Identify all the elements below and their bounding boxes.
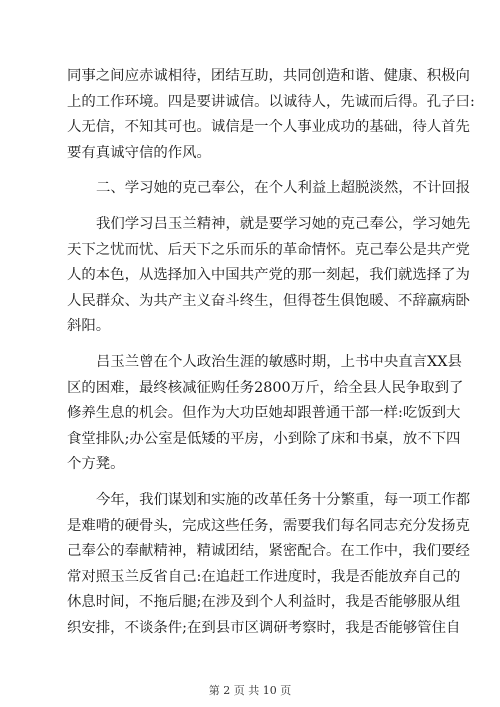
text-line: 食堂排队;办公室是低矮的平房，小到除了床和书桌，放不下四 <box>67 430 461 447</box>
text-line: 织安排，不谈条件;在到县市区调研考察时，我是否能够管住自 <box>67 619 461 636</box>
paragraph <box>67 64 475 166</box>
text-line: 今年，我们谋划和实施的改革任务十分繁重，每一项工作都 <box>96 491 471 508</box>
text-line: 个方凳。 <box>67 456 125 473</box>
text-line: 己奉公的奉献精神，精诚团结，紧密配合。在工作中，我们要经 <box>67 543 470 560</box>
text-line: 是难啃的硬骨头，完成这些任务，需要我们每名同志充分发扬克 <box>67 517 470 534</box>
paragraph <box>67 212 471 340</box>
text-line: 修养生息的机会。但作为大功臣她却跟普通干部一样:吃饭到大 <box>67 405 461 422</box>
text-line: 休息时间，不拖后腿;在涉及到个人利益时，我是否能够服从组 <box>67 594 461 611</box>
paragraph <box>67 350 464 478</box>
text-line: 吕玉兰曾在个人政治生涯的敏感时期，上书中央直言XX县 <box>96 353 462 370</box>
text-line: 人民群众、为共产主义奋斗终生，但得苍生俱饱暖、不辞羸病卧 <box>67 292 470 309</box>
text-line: 斜阳。 <box>67 318 111 335</box>
text-line: 常对照玉兰反省自己:在追赶工作进度时，我是否能放弃自己的 <box>67 568 461 585</box>
text-line: 区的困难，最终核减征购任务2800万斤，给全县人民争取到了 <box>67 379 464 396</box>
text-line: 人的本色，从选择加入中国共产党的那一刻起，我们就选择了为 <box>67 267 470 284</box>
text-line: 要有真诚守信的作风。 <box>67 144 211 161</box>
section-heading <box>67 176 471 202</box>
text-line: 我们学习吕玉兰精神，就是要学习她的克己奉公，学习她先 <box>96 215 471 232</box>
text-line: 天下之忧而忧、后天下之乐而乐的革命情怀。克己奉公是共产党 <box>67 241 470 258</box>
text-line: 二、学习她的克己奉公，在个人利益上超脱淡然，不计回报 <box>96 180 471 197</box>
text-line: 上的工作环境。四是要讲诚信。以诚待人，先诚而后得。孔子曰: <box>67 93 475 110</box>
document-body <box>67 64 475 641</box>
text-line: 人无信，不知其可也。诚信是一个人事业成功的基础，待人首先 <box>67 119 470 136</box>
text-line: 同事之间应赤诚相待，团结互助，共同创造和谐、健康、积极向 <box>67 68 470 84</box>
paragraph <box>67 488 471 642</box>
page-number-footer: 第 2 页 共 10 页 <box>208 684 292 697</box>
